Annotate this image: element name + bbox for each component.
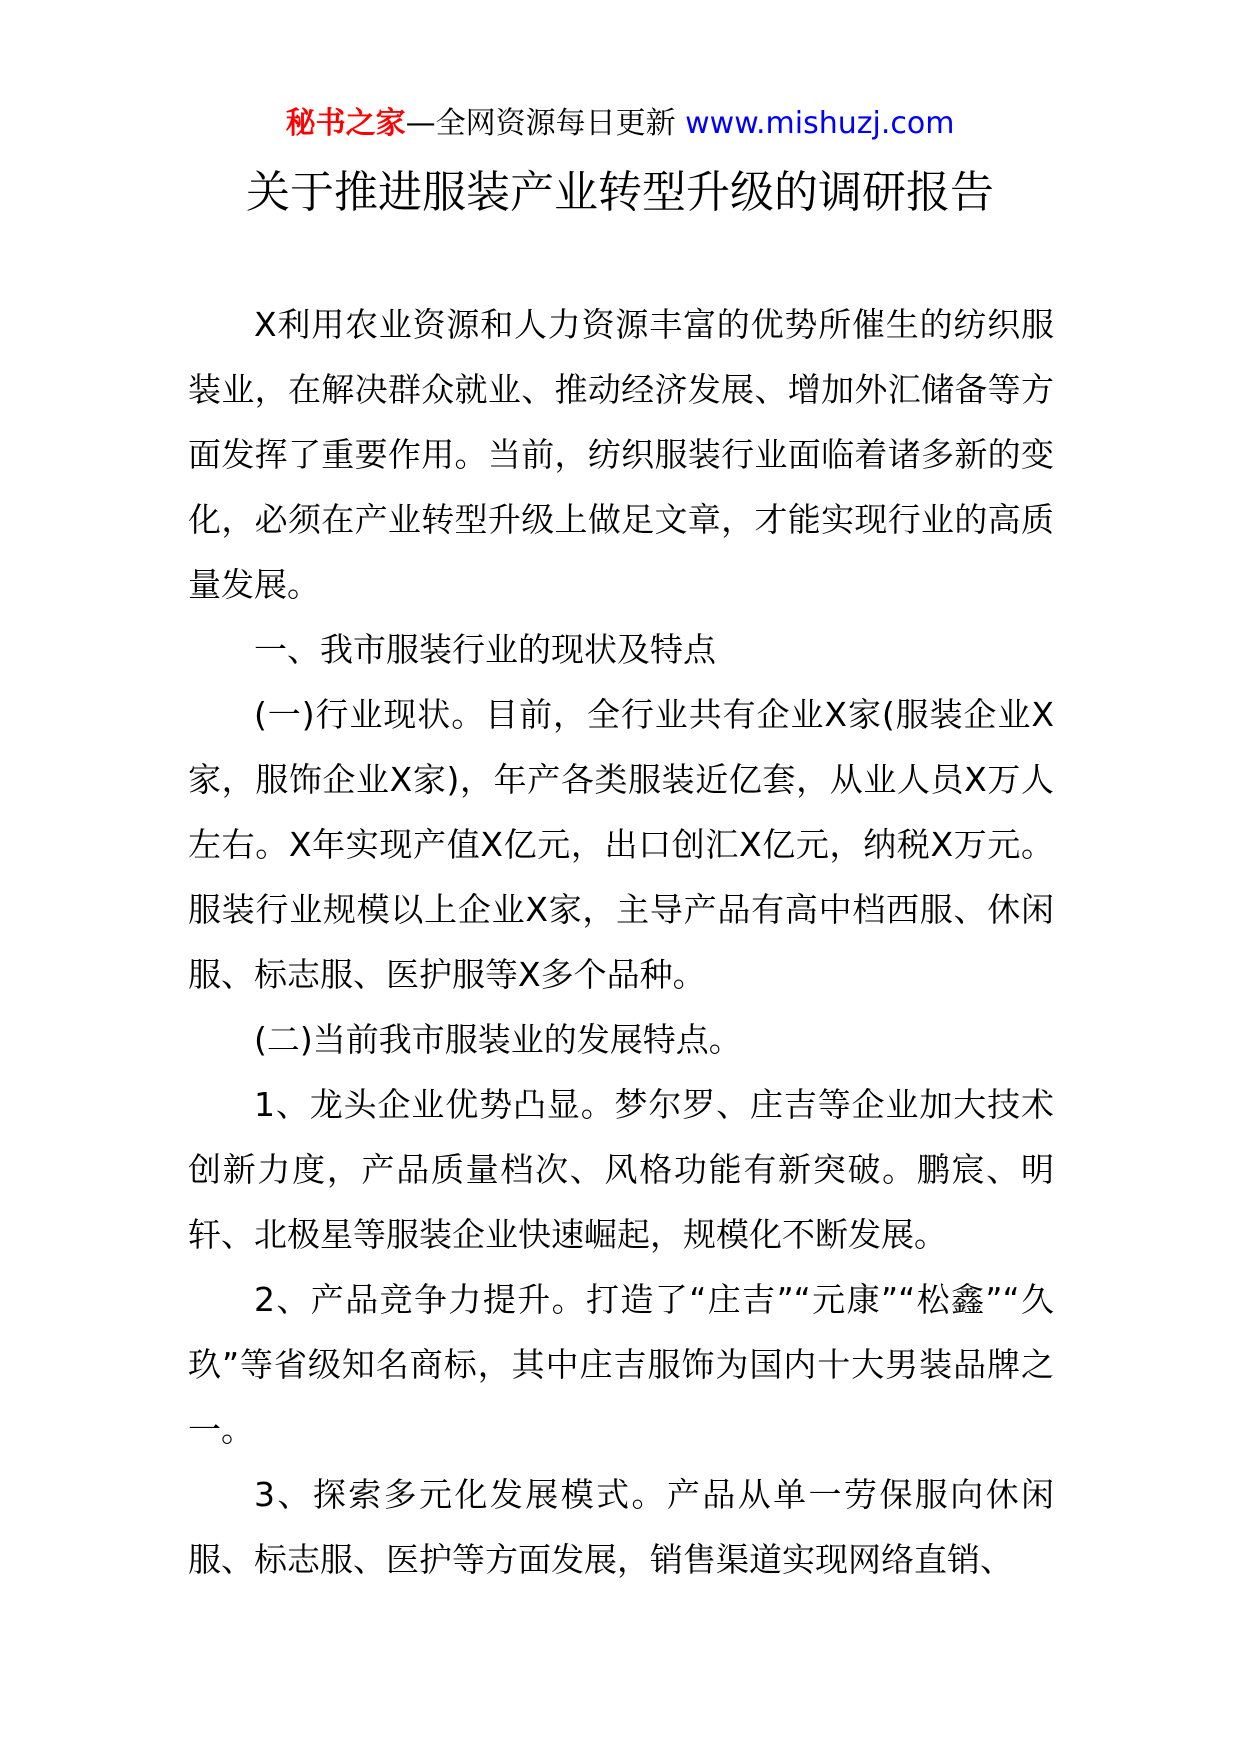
site-slogan: —全网资源每日更新 [405,106,676,141]
site-banner [0,104,1240,144]
document-title: 关于推进服装产业转型升级的调研报告 [246,167,994,218]
paragraph-feature-2: 2、产品竞争力提升。打造了“庄吉”“元康”“松鑫”“久玖”等省级知名商标，其中庄吉服饰为国内十大男装品牌之一。 [188,1280,1054,1449]
paragraph-feature-1: 1、龙头企业优势凸显。梦尔罗、庄吉等企业加大技术创新力度，产品质量档次、风格功能有新突破。鹏宸、明轩、北极星等服装企业快速崛起，规模化不断发展。 [188,1085,1054,1254]
heading-section-1: 一、我市服装行业的现状及特点 [254,630,716,669]
site-brand: 秘书之家 [285,106,406,141]
paragraph-intro: X利用农业资源和人力资源丰富的优势所催生的纺织服装业，在解决群众就业、推动经济发展、增加外汇储备等方面发挥了重要作用。当前，纺织服装行业面临着诸多新的变化，必须在产业转型升级上做足文章，才能实现行业的高质量发展。 [188,305,1054,604]
site-url-link[interactable]: www.mishuzj.com [685,106,955,141]
document-body [188,292,1054,1592]
paragraph-industry-status: (一)行业现状。目前，全行业共有企业X家(服装企业X家，服饰企业X家)，年产各类服装近亿套，从业人员X万人左右。X年实现产值X亿元，出口创汇X亿元，纳税X万元。服装行业规模以上企业X家，主导产品有高中档西服、休闲服、标志服、医护服等X多个品种。 [188,695,1054,994]
heading-development-features: (二)当前我市服装业的发展特点。 [254,1020,742,1059]
paragraph-feature-3: 3、探索多元化发展模式。产品从单一劳保服向休闲服、标志服、医护等方面发展，销售渠道实现网络直销、 [188,1475,1054,1579]
